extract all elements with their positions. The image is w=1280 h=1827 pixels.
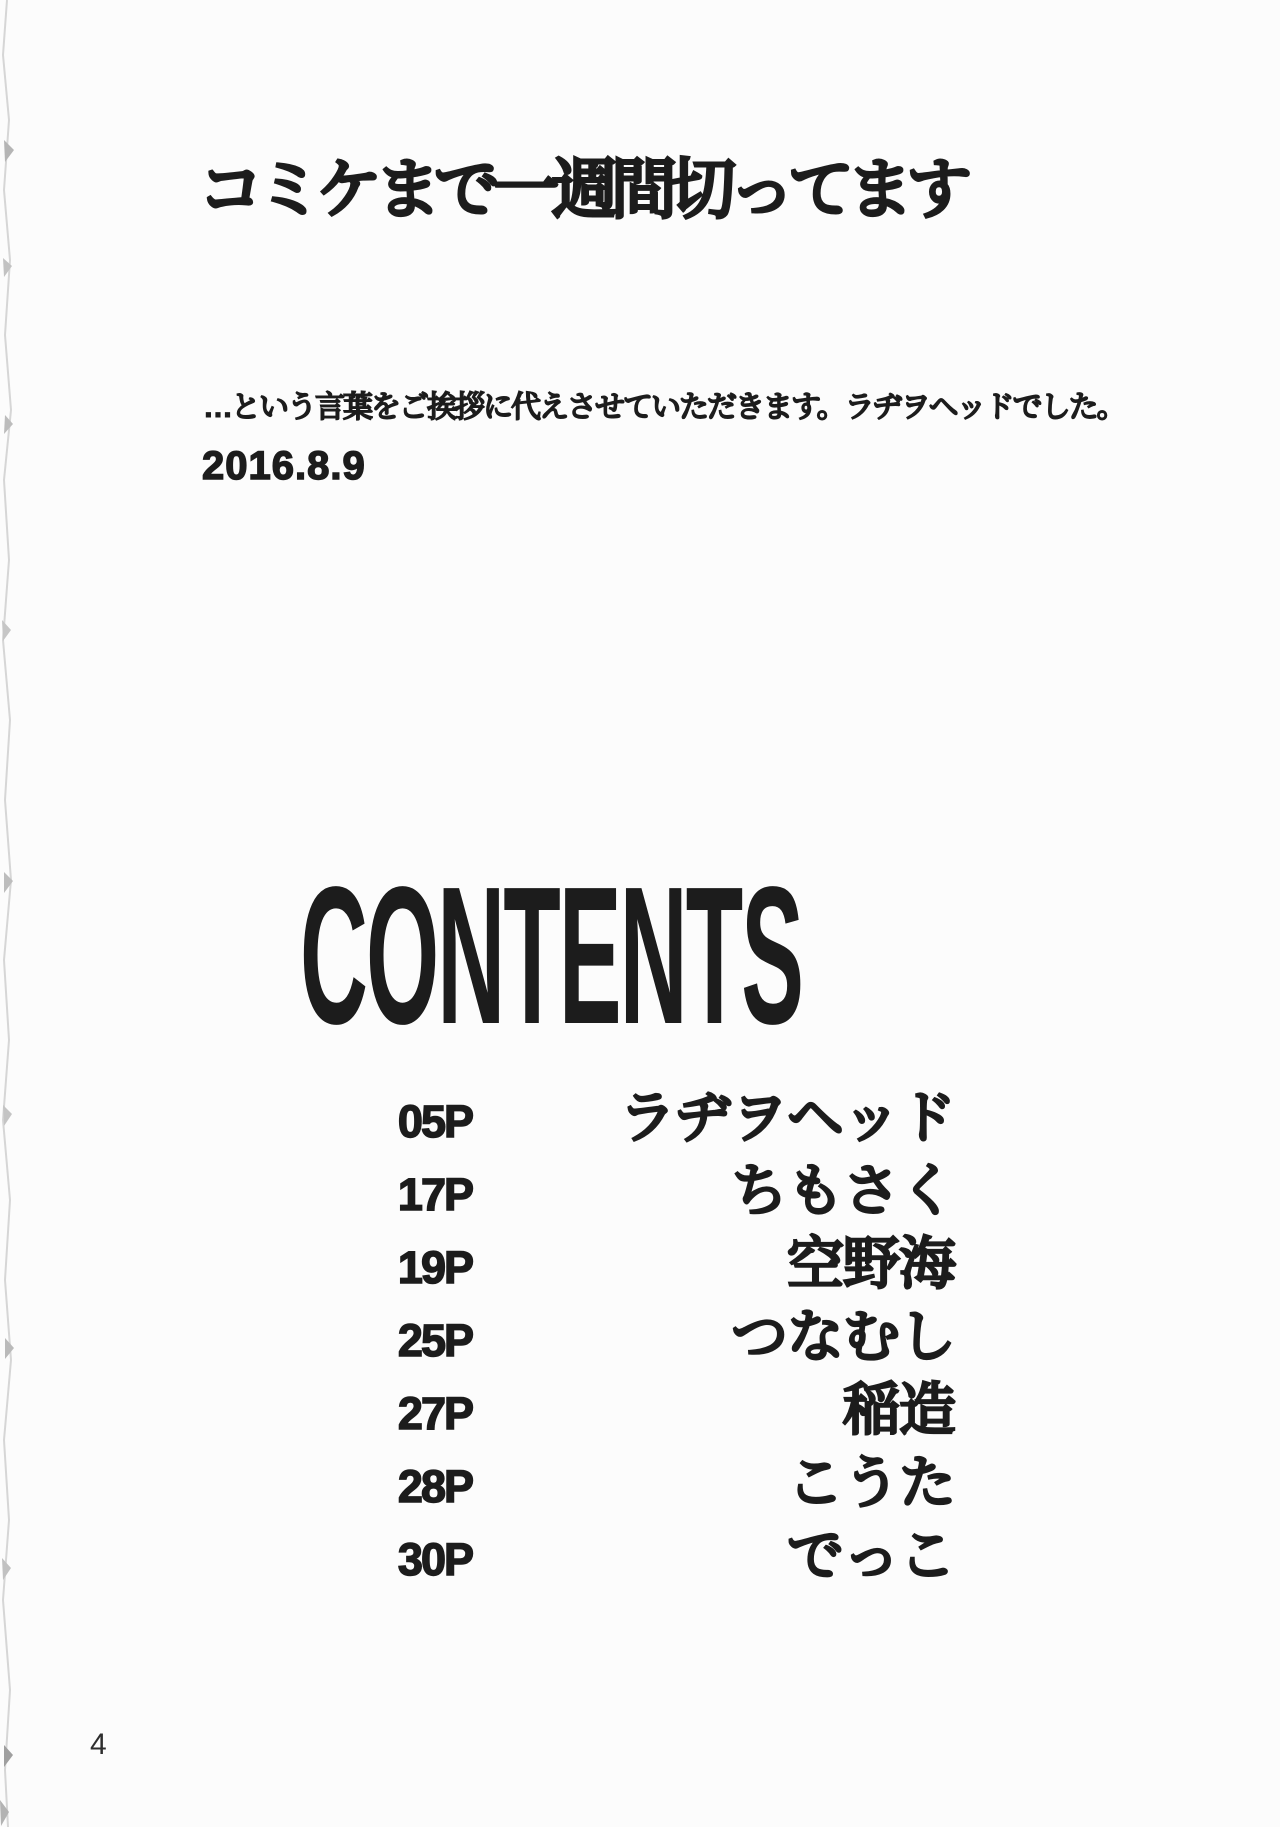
toc-row <box>340 1145 955 1223</box>
toc-row <box>340 1510 955 1588</box>
toc-page-number: 27P <box>397 1388 472 1439</box>
toc-row <box>340 1218 955 1296</box>
toc-row <box>340 1437 955 1515</box>
toc-author-name: ちもさく <box>731 1159 955 1223</box>
toc-author-name: でっこ <box>787 1524 955 1588</box>
toc-page-number: 25P <box>397 1315 472 1366</box>
toc-row <box>340 1364 955 1442</box>
toc-author-name: 空野海 <box>787 1232 955 1296</box>
toc-author-name: 稲造 <box>843 1378 955 1442</box>
table-of-contents <box>340 1072 955 1588</box>
toc-author-name: ラヂヲヘッド <box>619 1086 955 1150</box>
toc-author-name: こうた <box>787 1451 955 1515</box>
toc-page-number: 17P <box>397 1169 472 1220</box>
greeting-text: …という言葉をご挨拶に代えさせていただきます。ラヂヲヘッドでした。 <box>203 391 1125 424</box>
toc-author-name: つなむし <box>731 1305 955 1369</box>
toc-row <box>340 1291 955 1369</box>
toc-row <box>340 1072 955 1150</box>
date-text: 2016.8.9 <box>202 444 366 488</box>
page-heading: コミケまで一週間切ってます <box>198 152 965 226</box>
scan-edge-texture <box>0 0 22 1827</box>
toc-page-number: 05P <box>397 1096 472 1147</box>
toc-page-number: 19P <box>397 1242 472 1293</box>
toc-page-number: 30P <box>397 1534 472 1585</box>
contents-title: CONTENTS <box>300 846 803 1065</box>
page-number: 4 <box>90 1728 107 1761</box>
toc-page-number: 28P <box>397 1461 472 1512</box>
